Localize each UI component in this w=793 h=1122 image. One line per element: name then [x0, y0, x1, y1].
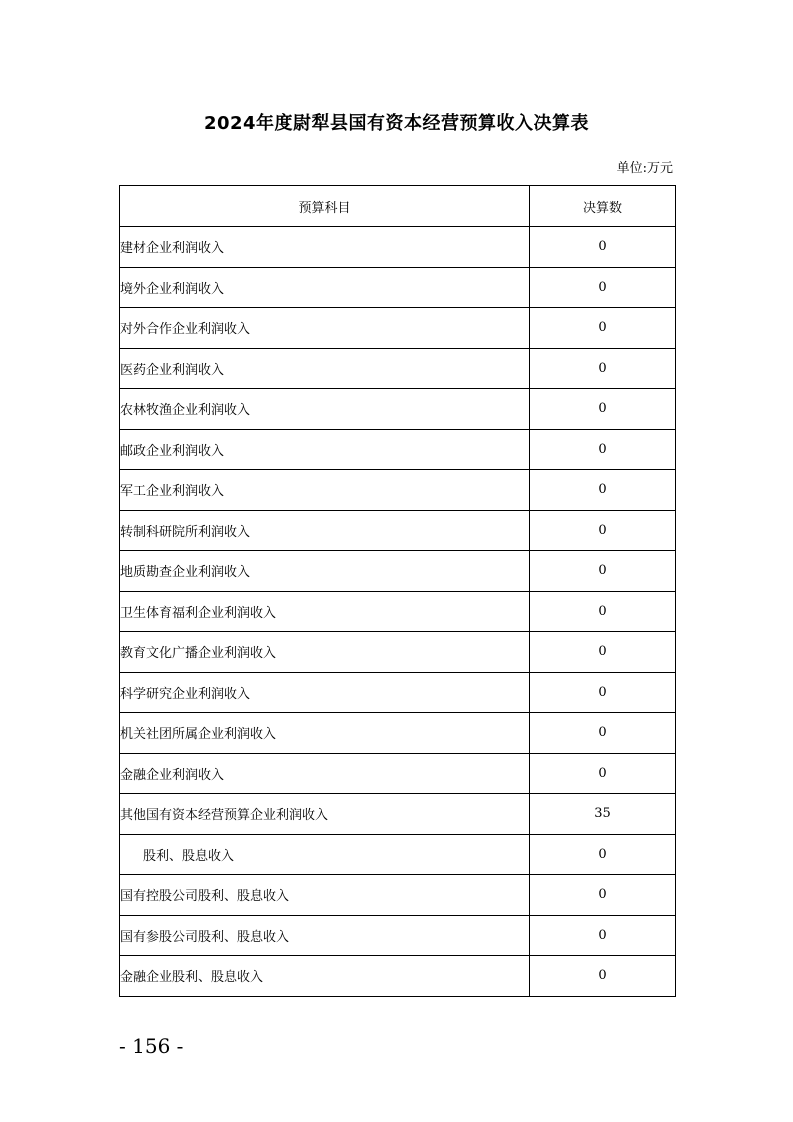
row-item-name: 金融企业利润收入 [120, 753, 530, 794]
row-item-value: 0 [530, 632, 676, 673]
table-body [120, 227, 676, 997]
row-item-value: 35 [530, 794, 676, 835]
table-row [120, 632, 676, 673]
row-item-value: 0 [530, 753, 676, 794]
table-row [120, 794, 676, 835]
row-item-name: 地质勘查企业利润收入 [120, 551, 530, 592]
row-item-name: 股利、股息收入 [120, 834, 530, 875]
row-item-name: 境外企业利润收入 [120, 267, 530, 308]
row-item-name: 转制科研院所利润收入 [120, 510, 530, 551]
row-item-value: 0 [530, 227, 676, 268]
header-final-amount: 决算数 [530, 186, 676, 227]
table-row [120, 510, 676, 551]
row-item-name: 对外合作企业利润收入 [120, 308, 530, 349]
table-row [120, 753, 676, 794]
row-item-name: 金融企业股利、股息收入 [120, 956, 530, 997]
table-row [120, 389, 676, 430]
row-item-value: 0 [530, 713, 676, 754]
row-item-name: 科学研究企业利润收入 [120, 672, 530, 713]
table-header-row [120, 186, 676, 227]
row-item-value: 0 [530, 956, 676, 997]
row-item-value: 0 [530, 267, 676, 308]
row-item-name: 邮政企业利润收入 [120, 429, 530, 470]
document-title: 2024年度尉犁县国有资本经营预算收入决算表 [203, 113, 590, 134]
row-item-value: 0 [530, 915, 676, 956]
row-item-name: 建材企业利润收入 [120, 227, 530, 268]
row-item-value: 0 [530, 875, 676, 916]
header-budget-item: 预算科目 [120, 186, 530, 227]
table-row [120, 834, 676, 875]
table-row [120, 915, 676, 956]
unit-label: 单位:万元 [616, 161, 673, 176]
row-item-value: 0 [530, 429, 676, 470]
row-item-value: 0 [530, 551, 676, 592]
row-item-value: 0 [530, 834, 676, 875]
row-item-value: 0 [530, 308, 676, 349]
row-item-name: 国有控股公司股利、股息收入 [120, 875, 530, 916]
row-item-value: 0 [530, 470, 676, 511]
row-item-name: 农林牧渔企业利润收入 [120, 389, 530, 430]
row-item-name: 卫生体育福利企业利润收入 [120, 591, 530, 632]
table-row [120, 875, 676, 916]
table-row [120, 227, 676, 268]
table-row [120, 470, 676, 511]
table-row [120, 429, 676, 470]
table-row [120, 591, 676, 632]
table-row [120, 551, 676, 592]
table-row [120, 267, 676, 308]
row-item-name: 其他国有资本经营预算企业利润收入 [120, 794, 530, 835]
page-number: - 156 - [119, 1034, 184, 1058]
row-item-value: 0 [530, 672, 676, 713]
row-item-value: 0 [530, 510, 676, 551]
table-row [120, 308, 676, 349]
row-item-value: 0 [530, 591, 676, 632]
row-item-name: 军工企业利润收入 [120, 470, 530, 511]
row-item-value: 0 [530, 348, 676, 389]
budget-table [119, 185, 676, 997]
row-item-value: 0 [530, 389, 676, 430]
row-item-name: 医药企业利润收入 [120, 348, 530, 389]
row-item-name: 教育文化广播企业利润收入 [120, 632, 530, 673]
row-item-name: 机关社团所属企业利润收入 [120, 713, 530, 754]
table-row [120, 348, 676, 389]
row-item-name: 国有参股公司股利、股息收入 [120, 915, 530, 956]
table-row [120, 672, 676, 713]
table-row [120, 713, 676, 754]
table-row [120, 956, 676, 997]
